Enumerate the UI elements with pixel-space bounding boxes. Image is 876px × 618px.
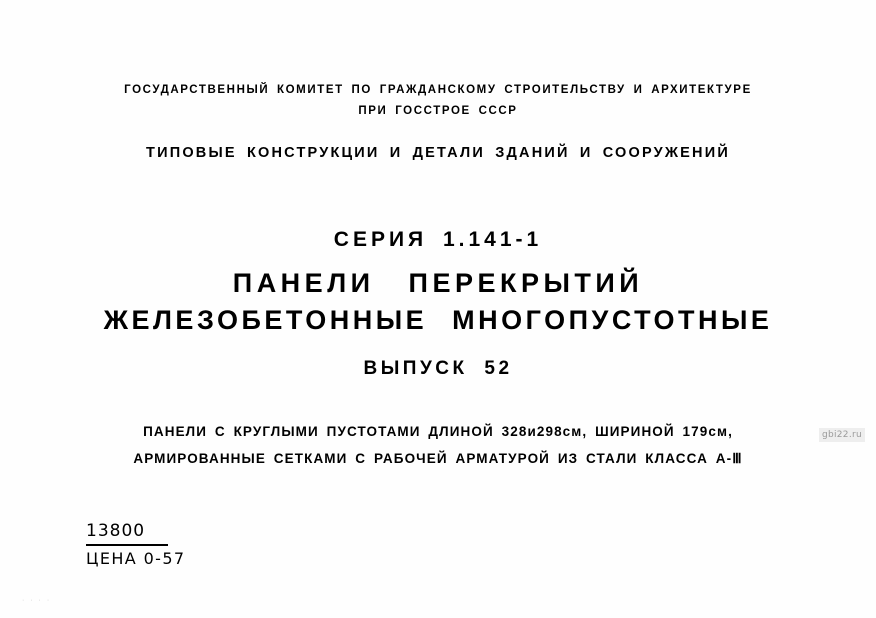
agency-line-2: ПРИ ГОССТРОЕ СССР — [358, 105, 518, 117]
description-line-1: ПАНЕЛИ С КРУГЛЫМИ ПУСТОТАМИ ДЛИНОЙ 328и298см, ШИРИНОЙ 179см, — [143, 424, 733, 439]
watermark-label: gbi22.ru — [819, 428, 865, 442]
price-label: ЦЕНА 0-57 — [86, 548, 186, 568]
code-price-block — [86, 521, 186, 568]
series-number: СЕРИЯ 1.141-1 — [333, 228, 543, 251]
issue-number: ВЫПУСК 52 — [363, 358, 513, 379]
corner-marks: · · · · — [22, 597, 52, 604]
page-title-line-2: ЖЕЛЕЗОБЕТОННЫЕ МНОГОПУСТОТНЫЕ — [103, 305, 773, 335]
page-title-line-1: ПАНЕЛИ ПЕРЕКРЫТИЙ — [232, 268, 644, 298]
description-block — [0, 424, 876, 467]
document-subtitle: ТИПОВЫЕ КОНСТРУКЦИИ И ДЕТАЛИ ЗДАНИЙ И СООРУЖЕНИЙ — [146, 145, 730, 161]
code-underline — [86, 544, 168, 546]
agency-header — [0, 84, 876, 117]
agency-line-1: ГОСУДАРСТВЕННЫЙ КОМИТЕТ ПО ГРАЖДАНСКОМУ СТРОИТЕЛЬСТВУ И АРХИТЕКТУРЕ — [124, 84, 752, 96]
code-number: 13800 — [86, 521, 146, 541]
description-line-2: АРМИРОВАННЫЕ СЕТКАМИ С РАБОЧЕЙ АРМАТУРОЙ ИЗ СТАЛИ КЛАССА А-Ⅲ — [133, 451, 743, 466]
